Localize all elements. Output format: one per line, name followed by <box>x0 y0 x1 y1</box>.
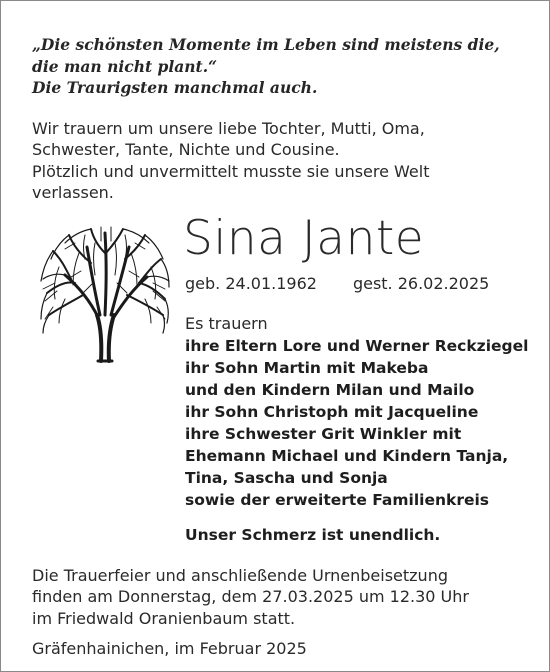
life-dates <box>185 273 489 295</box>
intro-line: Schwester, Tante, Nichte und Cousine. <box>32 140 340 160</box>
intro-line: Wir trauern um unsere liebe Tochter, Mutti, Oma, <box>32 119 425 138</box>
death-date: gest. 26.02.2025 <box>352 274 490 293</box>
deceased-name: Sina Jante <box>183 211 425 266</box>
ceremony-line: Die Trauerfeier und anschließende Urnenbeisetzung <box>32 566 448 585</box>
place-and-date: Gräfenhainichen, im Februar 2025 <box>32 639 307 658</box>
ceremony-info <box>32 565 532 629</box>
intro-line: Plötzlich und unvermittelt musste sie unsere Welt <box>32 161 430 181</box>
quote-block <box>32 34 532 99</box>
mourner-line: Tina, Sascha und Sonja <box>185 469 388 487</box>
mourner-line: Ehemann Michael und Kindern Tanja, <box>185 447 509 465</box>
mourners-heading: Es trauern <box>185 314 268 333</box>
ceremony-line: finden am Donnerstag, dem 27.03.2025 um 12.30 Uhr <box>32 587 469 607</box>
birth-date: geb. 24.01.1962 <box>185 274 317 293</box>
mourner-line: ihre Eltern Lore und Werner Reckziegel <box>185 337 529 355</box>
closing-statement: Unser Schmerz ist unendlich. <box>185 526 441 544</box>
ceremony-line: im Friedwald Oranienbaum statt. <box>32 608 296 628</box>
tree-icon <box>35 223 175 363</box>
intro-text <box>32 118 532 203</box>
mourner-line: und den Kindern Milan und Mailo <box>185 381 475 399</box>
quote-line: Die Traurigsten manchmal auch. <box>32 78 318 97</box>
mourner-line: sowie der erweiterte Familienkreis <box>185 491 490 509</box>
mourners-list <box>185 313 545 511</box>
mourner-line: ihre Schwester Grit Winkler mit <box>185 425 462 443</box>
mourner-line: ihr Sohn Martin mit Makeba <box>185 359 429 377</box>
quote-line: „Die schönsten Momente im Leben sind meistens die, <box>32 35 500 54</box>
intro-line: verlassen. <box>32 182 114 202</box>
mourner-line: ihr Sohn Christoph mit Jacqueline <box>185 403 479 421</box>
quote-line: die man nicht plant.“ <box>32 56 218 76</box>
